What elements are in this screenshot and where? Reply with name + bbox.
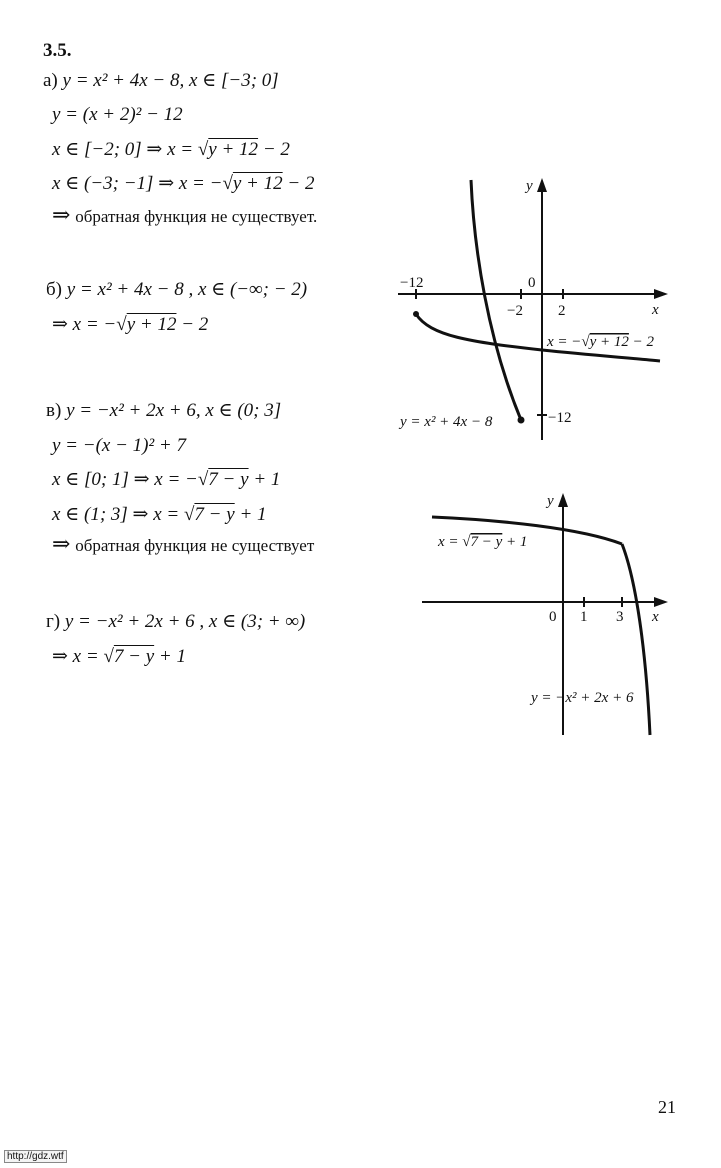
graph2-inverse-label-root: 7 − y	[470, 534, 503, 550]
graph2-inverse-label-post: + 1	[502, 534, 528, 550]
graph1-y-tick-neg12: −12	[548, 410, 572, 426]
part-a-line2: y = (x + 2)² − 12	[52, 104, 183, 125]
part-v-line3: x ∈ [0; 1] ⇒ x = −√7 − y + 1	[52, 469, 281, 490]
graph2-tick-3: 3	[616, 609, 624, 625]
part-a-line4-root: y + 12	[232, 173, 283, 194]
page-number: 21	[658, 1097, 676, 1117]
graph1-inverse-label-pre: x = −	[547, 334, 582, 350]
graph1-tick-neg12: −12	[400, 275, 424, 291]
graph1-func-label: y = x² + 4x − 8	[400, 414, 493, 430]
graph2-func-label: y = −x² + 2x + 6	[531, 690, 634, 706]
part-b-line2-post: − 2	[176, 314, 209, 335]
part-v-conclusion: обратная функция не существует	[75, 536, 315, 555]
part-g-line2-pre: ⇒ x =	[52, 646, 104, 667]
graph1-inverse-label-post: − 2	[628, 334, 655, 350]
part-v-line4-pre: x ∈ (1; 3] ⇒ x =	[52, 504, 184, 525]
graph2-inverse-label: x = √7 − y + 1	[438, 534, 528, 550]
graph2-function-curve	[622, 544, 650, 735]
part-v-arrow: ⇒	[52, 531, 71, 556]
part-a-conclusion: обратная функция не существует.	[75, 207, 318, 226]
graph1-tick-2: 2	[558, 303, 566, 319]
graph2-tick-0: 0	[549, 609, 557, 625]
part-g-line2-post: + 1	[154, 646, 186, 667]
part-b-line2: ⇒ x = −√y + 12 − 2	[52, 314, 209, 335]
graph2-inverse-label-pre: x =	[438, 534, 463, 550]
graph1-inverse-label: x = −√y + 12 − 2	[547, 334, 655, 350]
part-v-line4: x ∈ (1; 3] ⇒ x = √7 − y + 1	[52, 504, 267, 525]
part-a-line3-root: y + 12	[208, 139, 259, 160]
graph2-tick-1: 1	[580, 609, 588, 625]
part-a-line3-pre: x ∈ [−2; 0] ⇒ x =	[52, 139, 198, 160]
problem-number: 3.5.	[43, 40, 72, 61]
graph2-x-label: x	[652, 609, 659, 625]
part-g-function: y = −x² + 2x + 6 , x ∈ (3; + ∞)	[64, 611, 306, 632]
part-v-line4-post: + 1	[234, 504, 267, 525]
part-v-line2: y = −(x − 1)² + 7	[52, 435, 187, 456]
part-b-label: б)	[46, 279, 62, 300]
part-g-label: г)	[46, 611, 61, 632]
graph1-y-label: y	[526, 178, 533, 194]
part-v-function: y = −x² + 2x + 6, x ∈ (0; 3]	[66, 400, 282, 421]
part-a-function: y = x² + 4x − 8, x ∈ [−3; 0]	[62, 70, 279, 91]
watermark-link[interactable]: http://gdz.wtf	[4, 1150, 67, 1163]
part-v-label: в)	[46, 400, 62, 421]
graph1-inverse-label-root: y + 12	[589, 334, 629, 350]
graph2-x-arrow	[654, 597, 668, 607]
part-b-line2-root: y + 12	[126, 314, 177, 335]
part-a-line3-post: − 2	[258, 139, 290, 160]
part-v-line3-root: 7 − y	[208, 469, 249, 490]
part-a-line4: x ∈ (−3; −1] ⇒ x = −√y + 12 − 2	[52, 173, 315, 194]
graph2-y-arrow	[558, 493, 568, 507]
part-v-line3-post: + 1	[248, 469, 281, 490]
part-g-line2: ⇒ x = √7 − y + 1	[52, 646, 186, 667]
part-a-label: а)	[43, 70, 58, 91]
part-a-line4-post: − 2	[282, 173, 315, 194]
part-v-line4-root: 7 − y	[194, 504, 235, 525]
part-a-line3: x ∈ [−2; 0] ⇒ x = √y + 12 − 2	[52, 139, 290, 160]
graph1-tick-0: 0	[528, 275, 536, 291]
part-v-line3-pre: x ∈ [0; 1] ⇒ x = −	[52, 469, 198, 490]
graph1-tick-neg2: −2	[507, 303, 523, 319]
part-b-line2-pre: ⇒ x = −	[52, 314, 117, 335]
part-a-arrow: ⇒	[52, 202, 71, 227]
part-a-line4-pre: x ∈ (−3; −1] ⇒ x = −	[52, 173, 223, 194]
graph1-x-label: x	[652, 302, 659, 318]
part-b-function: y = x² + 4x − 8 , x ∈ (−∞; − 2)	[66, 279, 308, 300]
part-g-line2-root: 7 − y	[113, 646, 155, 667]
graph2-y-label: y	[547, 493, 554, 509]
